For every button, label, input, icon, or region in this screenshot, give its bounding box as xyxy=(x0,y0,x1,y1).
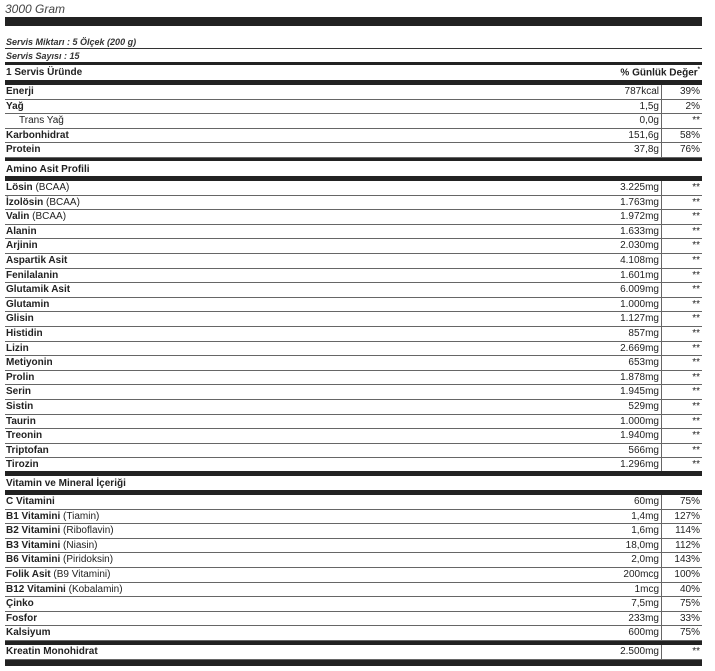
table-row xyxy=(5,495,702,510)
row-amount: 566mg xyxy=(542,444,662,458)
row-daily-value: ** xyxy=(692,444,700,456)
row-daily-value: ** xyxy=(692,313,700,325)
row-daily-value: 75% xyxy=(679,496,700,507)
row-name: Serin xyxy=(6,386,32,398)
vitamin-section-title: Vitamin ve Mineral İçeriği xyxy=(6,478,126,489)
row-amount: 2.669mg xyxy=(542,342,662,356)
divider-bar xyxy=(5,62,702,65)
divider xyxy=(5,48,702,49)
table-row xyxy=(5,225,702,240)
row-daily-value: ** xyxy=(692,298,700,310)
servings-line xyxy=(6,51,80,61)
row-name: Triptofan xyxy=(6,444,49,456)
row-daily-value: ** xyxy=(692,401,700,412)
table-row xyxy=(5,415,702,430)
row-name: Sistin xyxy=(6,401,34,412)
row-amount: 653mg xyxy=(542,356,662,370)
row-name: Trans Yağ xyxy=(19,115,64,127)
row-amount: 1.601mg xyxy=(542,269,662,283)
row-name: Tirozin xyxy=(6,459,39,471)
row-amount: 1.940mg xyxy=(542,429,662,443)
row-name: Arjinin xyxy=(6,240,38,252)
table-row xyxy=(5,100,702,115)
row-name: Histidin xyxy=(6,328,43,339)
table-row xyxy=(5,553,702,568)
row-amount: 1.000mg xyxy=(542,415,662,429)
table-row xyxy=(5,143,702,158)
row-daily-value: ** xyxy=(692,328,700,339)
row-name: Alanin xyxy=(6,225,37,237)
row-amount: 2.030mg xyxy=(542,239,662,253)
row-daily-value: ** xyxy=(692,255,700,266)
table-row xyxy=(5,342,702,357)
row-name: Treonin xyxy=(6,430,43,442)
row-name: Prolin xyxy=(6,371,35,383)
table-row xyxy=(5,298,702,313)
table-row xyxy=(5,85,702,100)
row-amount: 787kcal xyxy=(542,85,662,99)
row-name: Protein xyxy=(6,144,41,156)
row-daily-value: ** xyxy=(692,115,700,127)
row-daily-value: ** xyxy=(692,269,700,281)
table-row xyxy=(5,510,702,525)
row-daily-value: ** xyxy=(692,182,700,193)
row-amount: 1.296mg xyxy=(542,458,662,472)
row-daily-value: 40% xyxy=(679,583,700,595)
table-row xyxy=(5,356,702,371)
row-amount: 2,0mg xyxy=(542,553,662,567)
divider-bar xyxy=(5,471,702,476)
table-row xyxy=(5,400,702,415)
amino-section-title: Amino Asit Profili xyxy=(6,164,90,175)
row-daily-value: ** xyxy=(692,386,700,398)
row-amount: 151,6g xyxy=(542,129,662,143)
servings-label: Servis Sayısı : xyxy=(6,51,70,61)
row-daily-value: ** xyxy=(692,211,700,223)
row-name: Folik Asit (B9 Vitamini) xyxy=(6,569,111,580)
row-daily-value: 39% xyxy=(679,86,700,97)
row-amount: 1.000mg xyxy=(542,298,662,312)
row-name: Lizin xyxy=(6,342,29,354)
row-name: Glisin xyxy=(6,313,34,325)
row-amount: 1,4mg xyxy=(542,510,662,524)
top-thick-bar xyxy=(5,17,702,26)
row-name: B6 Vitamini (Piridoksin) xyxy=(6,554,114,566)
row-name: Lösin (BCAA) xyxy=(6,182,70,193)
row-daily-value: 2% xyxy=(685,100,700,112)
row-name: Glutamik Asit xyxy=(6,284,71,296)
row-amount: 529mg xyxy=(542,400,662,414)
row-daily-value: ** xyxy=(692,459,700,471)
servings-value: 15 xyxy=(69,51,80,61)
row-amount: 2.500mg xyxy=(542,645,662,659)
row-daily-value: ** xyxy=(692,196,700,208)
row-name: Kreatin Monohidrat xyxy=(6,646,98,657)
row-amount: 1,5g xyxy=(542,100,662,114)
row-daily-value: 58% xyxy=(679,129,700,141)
row-name: B3 Vitamini (Niasin) xyxy=(6,539,98,551)
row-name: Karbonhidrat xyxy=(6,129,69,141)
table-row xyxy=(5,283,702,298)
row-daily-value: 75% xyxy=(679,598,700,610)
row-amount: 1.633mg xyxy=(542,225,662,239)
row-name: B2 Vitamini (Riboflavin) xyxy=(6,525,114,537)
row-amount: 600mg xyxy=(542,626,662,640)
row-name: Kalsiyum xyxy=(6,627,51,639)
serving-size-label: Servis Miktarı : xyxy=(6,37,73,47)
row-amount: 7,5mg xyxy=(542,597,662,611)
row-name: Glutamin xyxy=(6,298,50,310)
table-row xyxy=(5,327,702,342)
table-header xyxy=(5,66,702,80)
row-amount: 1.127mg xyxy=(542,312,662,326)
table-row xyxy=(5,254,702,269)
table-row xyxy=(5,210,702,225)
row-daily-value: 33% xyxy=(679,612,700,624)
row-amount: 1.945mg xyxy=(542,385,662,399)
table-row xyxy=(5,196,702,211)
table-row xyxy=(5,429,702,444)
row-daily-value: ** xyxy=(692,240,700,252)
row-amount: 1.972mg xyxy=(542,210,662,224)
row-amount: 200mcg xyxy=(542,568,662,582)
table-row xyxy=(5,524,702,539)
row-amount: 18,0mg xyxy=(542,539,662,553)
row-amount: 1.878mg xyxy=(542,371,662,385)
table-row xyxy=(5,385,702,400)
table-row xyxy=(5,568,702,583)
table-row xyxy=(5,129,702,144)
table-row xyxy=(5,114,702,129)
table-row xyxy=(5,371,702,386)
row-daily-value: ** xyxy=(692,430,700,442)
divider-bar xyxy=(5,158,702,161)
row-amount: 37,8g xyxy=(542,143,662,157)
table-row xyxy=(5,583,702,598)
row-daily-value: 143% xyxy=(674,554,700,566)
row-amount: 1mcg xyxy=(542,583,662,597)
row-daily-value: ** xyxy=(692,646,700,657)
row-name: C Vitamini xyxy=(6,496,55,507)
table-row xyxy=(5,612,702,627)
row-amount: 0,0g xyxy=(542,114,662,128)
table-row xyxy=(5,181,702,196)
row-amount: 60mg xyxy=(542,495,662,509)
table-row xyxy=(5,626,702,641)
row-daily-value: ** xyxy=(692,284,700,296)
row-daily-value: 112% xyxy=(675,539,700,551)
table-row xyxy=(5,597,702,612)
row-daily-value: 127% xyxy=(674,510,700,522)
header-left: 1 Servis Üründe xyxy=(6,67,83,78)
table-row xyxy=(5,239,702,254)
row-amount: 3.225mg xyxy=(542,181,662,195)
row-daily-value: ** xyxy=(692,371,700,383)
serving-size-value: 5 Ölçek (200 g) xyxy=(72,37,137,47)
row-name: Metiyonin xyxy=(6,357,53,369)
table-row xyxy=(5,444,702,459)
row-name: Çinko xyxy=(6,598,34,610)
row-daily-value: 76% xyxy=(679,144,700,156)
row-daily-value: ** xyxy=(692,415,700,427)
row-name: B12 Vitamini (Kobalamin) xyxy=(6,583,123,595)
product-weight-title: 3000 Gram xyxy=(5,2,66,16)
bottom-thick-bar xyxy=(5,660,702,666)
row-name: Aspartik Asit xyxy=(6,255,68,266)
row-daily-value: 100% xyxy=(674,569,700,580)
row-name: Valin (BCAA) xyxy=(6,211,67,223)
row-name: Yağ xyxy=(6,100,24,112)
row-amount: 233mg xyxy=(542,612,662,626)
table-row xyxy=(5,269,702,284)
row-amount: 1,6mg xyxy=(542,524,662,538)
row-name: Taurin xyxy=(6,415,36,427)
table-row xyxy=(5,312,702,327)
table-row xyxy=(5,539,702,554)
row-name: Enerji xyxy=(6,86,34,97)
row-name: Fenilalanin xyxy=(6,269,59,281)
row-amount: 1.763mg xyxy=(542,196,662,210)
row-name: B1 Vitamini (Tiamin) xyxy=(6,510,100,522)
row-amount: 4.108mg xyxy=(542,254,662,268)
table-row xyxy=(5,645,702,660)
row-daily-value: ** xyxy=(692,357,700,369)
serving-size-line xyxy=(6,37,136,47)
row-daily-value: 75% xyxy=(679,627,700,639)
row-daily-value: 114% xyxy=(675,525,700,537)
row-amount: 6.009mg xyxy=(542,283,662,297)
header-right: % Günlük Değer* xyxy=(620,67,700,79)
row-daily-value: ** xyxy=(692,342,700,354)
row-name: Fosfor xyxy=(6,612,38,624)
row-daily-value: ** xyxy=(692,225,700,237)
row-amount: 857mg xyxy=(542,327,662,341)
row-name: İzolösin (BCAA) xyxy=(6,196,80,208)
